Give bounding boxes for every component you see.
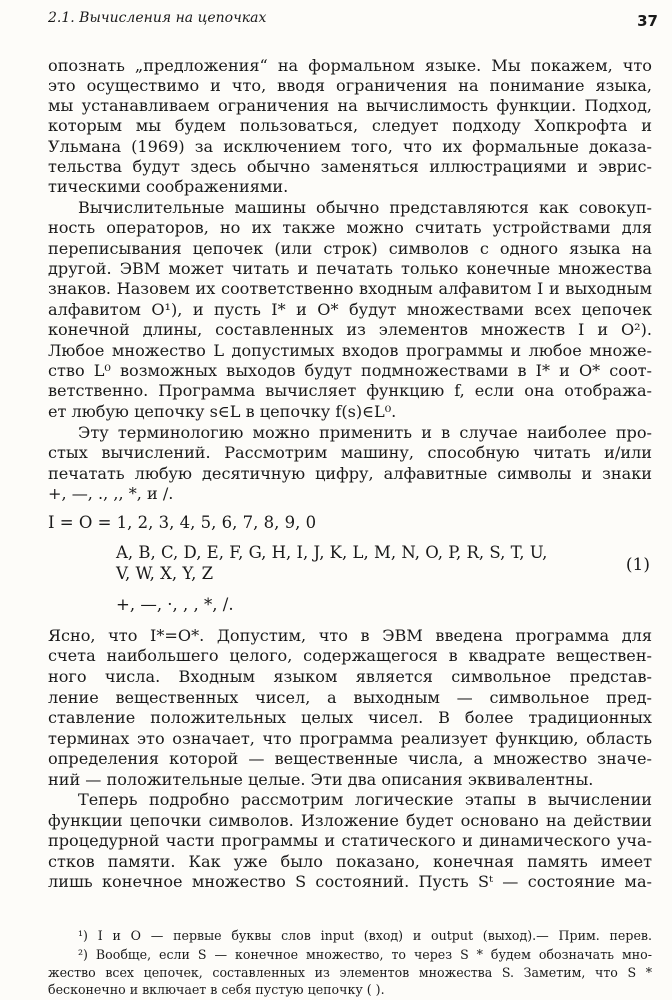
text-line: Эту терминологию можно применить и в случае наиболее про- — [78, 423, 652, 442]
text-line: лишь конечное множество S состояний. Пусть Sᵗ — состояние ма- — [48, 872, 652, 891]
footnote: жество всех цепочек, составленных из элементов множества S. Заметим, что S * — [48, 965, 652, 980]
text-line: тельства будут здесь обычно заменяться иллюстрациями и эврис- — [48, 157, 652, 176]
text-line: печатать любую десятичную цифру, алфавитные символы и знаки — [48, 464, 652, 483]
page-number: 37 — [637, 12, 658, 30]
text-line: ство L⁰ возможных выходов будут подмножествами в I* и O* соот- — [48, 361, 652, 380]
text-line: ность операторов, но их также можно считать устройствами для — [48, 218, 652, 237]
text-line: стков памяти. Как уже было показано, конечная память имеет — [48, 852, 652, 871]
text-line: это осуществимо и что, вводя ограничения на понимание языка, — [48, 76, 652, 95]
text-line: ний — положительные целые. Эти два описания эквивалентны. — [48, 770, 594, 789]
text-line: мы устанавливаем ограничения на вычислимость функции. Подход, — [48, 96, 652, 115]
text-line: ветственно. Программа вычисляет функцию f, если она отобража- — [48, 381, 652, 400]
text-line: переписывания цепочек (или строк) символов с одного языка на — [48, 239, 652, 258]
text-line: опознать „предложения“ на формальном языке. Мы покажем, что — [48, 56, 652, 75]
formula-lhs: I = O = 1, 2, 3, 4, 5, 6, 7, 8, 9, 0 — [48, 513, 317, 532]
footnote: ¹) I и O — первые буквы слов input (вход) и output (выход).— Прим. перев. — [78, 928, 652, 943]
text-line: знаков. Назовем их соответственно входным алфавитом I и выходным — [48, 279, 652, 298]
text-line: ет любую цепочку s∈L в цепочку f(s)∈L⁰. — [48, 402, 397, 421]
formula-letters-row-1: A, B, C, D, E, F, G, H, I, J, K, L, M, N, O, P, R, S, T, U, — [116, 543, 548, 562]
text-line: процедурной части программы и статического и динамического уча- — [48, 831, 652, 850]
running-header: 2.1. Вычисления на цепочках — [48, 10, 267, 26]
text-line: Ульмана (1969) за исключением того, что их формальные доказа- — [48, 137, 652, 156]
text-line: которым мы будем пользоваться, следует подходу Хопкрофта и — [48, 116, 652, 135]
text-line: Вычислительные машины обычно представляются как совокуп- — [78, 198, 652, 217]
text-line: +, —, ., ,, *, и /. — [48, 484, 174, 503]
footnote: ²) Вообще, если S — конечное множество, то через S * будем обозначать мно- — [78, 947, 652, 962]
text-line: стых вычислений. Рассмотрим машину, способную читать и/или — [48, 443, 652, 462]
text-line: определения которой — вещественные числа, а множество значе- — [48, 749, 652, 768]
text-line: тическими соображениями. — [48, 177, 289, 196]
text-line: Теперь подробно рассмотрим логические этапы в вычислении — [78, 790, 652, 809]
text-line: другой. ЭВМ может читать и печатать только конечные множества — [48, 259, 652, 278]
formula-symbols-row: +, —, ·, , , *, /. — [116, 595, 234, 614]
text-line: конечной длины, составленных из элементов множеств I и O²). — [48, 320, 652, 339]
formula-letters-row-2: V, W, X, Y, Z — [116, 564, 214, 583]
text-line: Любое множество L допустимых входов программы и любое множе- — [48, 341, 652, 360]
footnote: бесконечно и включает в себя пустую цепочку ( ). — [48, 982, 385, 997]
text-line: Ясно, что I*=O*. Допустим, что в ЭВМ введена программа для — [48, 626, 652, 645]
text-line: функции цепочки символов. Изложение будет основано на действии — [48, 811, 652, 830]
text-line: терминах это означает, что программа реализует функцию, область — [48, 729, 652, 748]
text-line: счета наибольшего целого, содержащегося в квадрате веществен- — [48, 646, 652, 665]
text-line: ставление положительных целых чисел. В более традиционных — [48, 708, 652, 727]
text-line: ление вещественных чисел, а выходным — символьное пред- — [48, 688, 652, 707]
text-line: ного числа. Входным языком является символьное представ- — [48, 667, 652, 686]
text-line: алфавитом O¹), и пусть I* и O* будут множествами всех цепочек — [48, 300, 652, 319]
equation-number: (1) — [625, 555, 650, 575]
